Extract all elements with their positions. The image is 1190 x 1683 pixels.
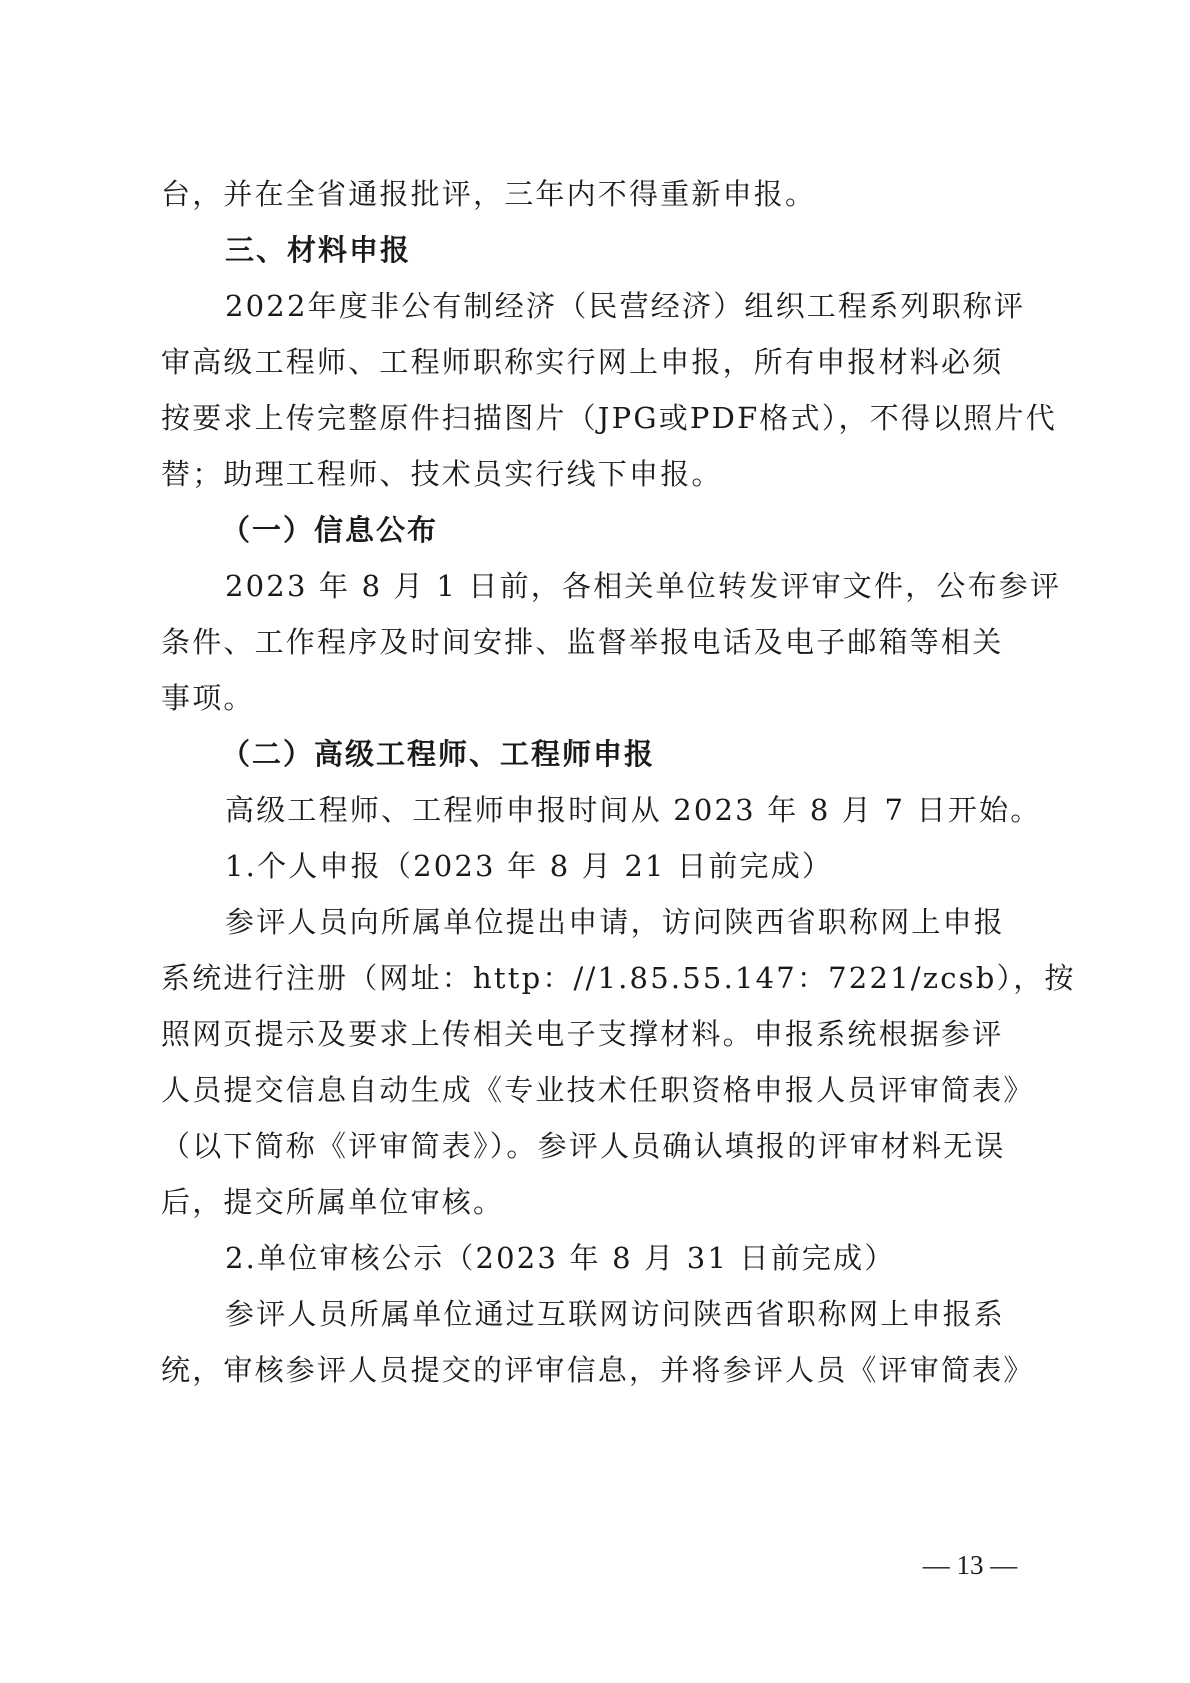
paragraph-line: 参评人员向所属单位提出申请，访问陕西省职称网上申报 (225, 905, 1006, 939)
paragraph-line: 参评人员所属单位通过互联网访问陕西省职称网上申报系 (225, 1297, 1006, 1331)
paragraph-line: 后，提交所属单位审核。 (161, 1185, 505, 1219)
paragraph-line: 条件、工作程序及时间安排、监督举报电话及电子邮箱等相关 (161, 625, 1004, 659)
paragraph-line: 2022年度非公有制经济（民营经济）组织工程系列职称评 (225, 289, 1026, 323)
page-number: — 13 — (922, 1550, 1018, 1580)
paragraph-line: 照网页提示及要求上传相关电子支撑材料。申报系统根据参评 (161, 1017, 1004, 1051)
paragraph-line: 台，并在全省通报批评，三年内不得重新申报。 (161, 177, 817, 211)
subsection-heading: （二）高级工程师、工程师申报 (221, 737, 656, 771)
section-heading: 三、材料申报 (225, 233, 412, 267)
paragraph-line: 2023 年 8 月 1 日前，各相关单位转发评审文件，公布参评 (225, 569, 1062, 603)
paragraph-line: 事项。 (161, 681, 255, 715)
paragraph-line: 人员提交信息自动生成《专业技术任职资格申报人员评审简表》 (161, 1073, 1035, 1107)
paragraph-line: 高级工程师、工程师申报时间从 2023 年 8 月 7 日开始。 (225, 793, 1042, 827)
subsection-heading: （一）信息公布 (221, 513, 439, 547)
paragraph-line: 审高级工程师、工程师职称实行网上申报，所有申报材料必须 (161, 345, 1004, 379)
paragraph-line: （以下简称《评审简表》）。参评人员确认填报的评审材料无误 (161, 1129, 1006, 1163)
paragraph-line: 系统进行注册（网址：http：//1.85.55.147：7221/zcsb），按 (161, 961, 1076, 995)
paragraph-line: 替；助理工程师、技术员实行线下申报。 (161, 457, 723, 491)
paragraph-line: 按要求上传完整原件扫描图片（JPG或PDF格式），不得以照片代 (161, 401, 1057, 435)
list-item-heading: 2.单位审核公示（2023 年 8 月 31 日前完成） (225, 1241, 896, 1275)
list-item-heading: 1.个人申报（2023 年 8 月 21 日前完成） (225, 849, 834, 883)
paragraph-line: 统，审核参评人员提交的评审信息，并将参评人员《评审简表》 (161, 1353, 1035, 1387)
